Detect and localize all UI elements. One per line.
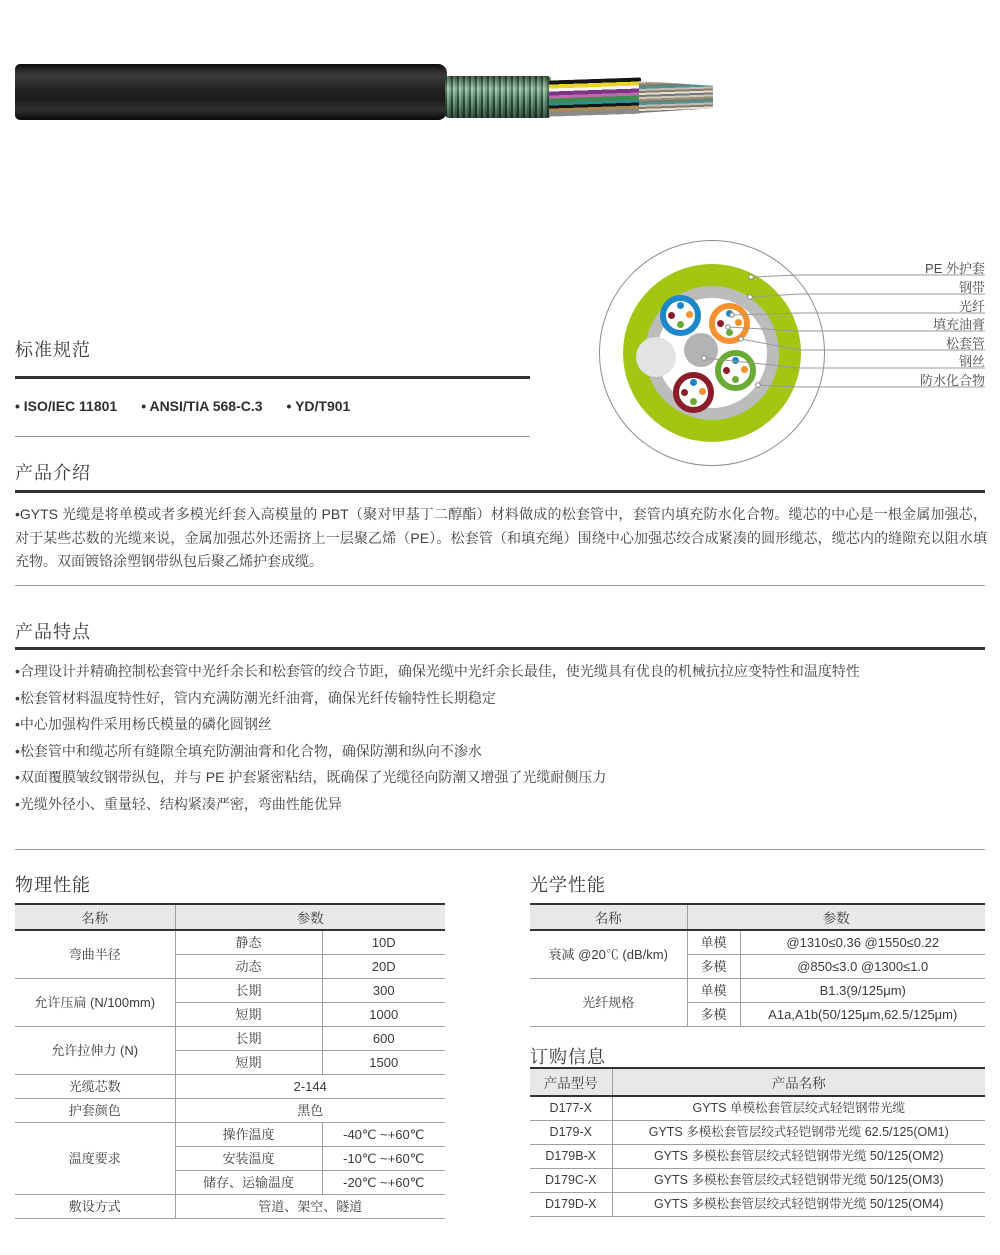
col-header-model: 产品型号 — [530, 1068, 612, 1096]
diagram-loose-tube-orange — [709, 303, 750, 344]
divider — [15, 376, 530, 379]
sub-label: 长期 — [175, 1027, 322, 1051]
fiber-dot — [732, 376, 739, 383]
fiber-dot — [726, 310, 733, 317]
row-name: 衰减 @20℃ (dB/km) — [530, 930, 687, 979]
sub-label: 储存、运输温度 — [175, 1171, 322, 1195]
row-name: 护套颜色 — [15, 1099, 175, 1123]
value: @850≤3.0 @1300≤1.0 — [740, 955, 985, 979]
cable-black-jacket — [15, 64, 447, 120]
table-row — [15, 1027, 445, 1051]
fiber-dot — [681, 389, 688, 396]
table-row — [530, 1145, 985, 1169]
table-header-row — [15, 904, 445, 930]
features-title: 产品特点 — [15, 622, 91, 642]
label-optical-fiber: 光纤 — [958, 299, 985, 314]
cable-corrugated-steel-armor — [445, 76, 551, 118]
fiber-dot — [690, 379, 697, 386]
product-model: D177-X — [530, 1096, 612, 1121]
col-header-param: 参数 — [175, 904, 445, 930]
diagram-loose-tube-maroon — [673, 372, 714, 413]
standards-list — [15, 398, 350, 414]
divider — [15, 490, 985, 493]
fiber-dot — [677, 321, 684, 328]
feature-item: •松套管中和缆芯所有缝隙全填充防潮油膏和化合物，确保防潮和纵向不渗水 — [15, 742, 482, 759]
value: -40℃ ~+60℃ — [322, 1123, 445, 1147]
table-row — [15, 1123, 445, 1147]
table-row — [15, 1075, 445, 1099]
table-row — [530, 1121, 985, 1145]
divider — [15, 436, 530, 437]
standards-title: 标准规范 — [15, 340, 91, 360]
diagram-loose-tube-green — [715, 350, 756, 391]
value: 管道、架空、隧道 — [175, 1195, 445, 1219]
value: 黑色 — [175, 1099, 445, 1123]
fiber-dot — [699, 388, 706, 395]
diagram-loose-tube-blue — [660, 295, 701, 336]
physical-performance-table — [15, 903, 445, 1219]
feature-item: •光缆外径小、重量轻、结构紧凑严密，弯曲性能优异 — [15, 795, 342, 812]
value: -20℃ ~+60℃ — [322, 1171, 445, 1195]
cable-fiber-strands — [639, 81, 713, 113]
sub-label: 单模 — [687, 979, 740, 1003]
table-row — [530, 1193, 985, 1217]
table-row — [15, 1195, 445, 1219]
label-filling-gel: 填充油膏 — [932, 317, 985, 332]
feature-item: •松套管材料温度特性好，管内充满防潮光纤油膏，确保光纤传输特性长期稳定 — [15, 689, 496, 706]
value: 10D — [322, 930, 445, 955]
cable-photo — [15, 62, 698, 122]
sub-label: 多模 — [687, 1003, 740, 1027]
sub-label: 单模 — [687, 930, 740, 955]
fiber-dot — [741, 366, 748, 373]
standard-item: • ANSI/TIA 568-C.3 — [141, 398, 263, 414]
divider — [15, 585, 985, 586]
fiber-dot — [686, 311, 693, 318]
sub-label: 操作温度 — [175, 1123, 322, 1147]
col-header-name: 名称 — [15, 904, 175, 930]
label-steel-wire: 钢丝 — [958, 354, 985, 369]
value: 300 — [322, 979, 445, 1003]
col-header-param: 参数 — [687, 904, 985, 930]
table-row — [530, 1169, 985, 1193]
value: 20D — [322, 955, 445, 979]
feature-item: •双面覆膜皱纹钢带纵包，并与 PE 护套紧密粘结，既确保了光缆径向防潮又增强了光缆耐侧压力 — [15, 769, 607, 785]
col-header-product-name: 产品名称 — [612, 1068, 985, 1096]
table-row — [15, 930, 445, 955]
value: @1310≤0.36 @1550≤0.22 — [740, 930, 985, 955]
product-name: GYTS 多模松套管层绞式轻铠钢带光缆 62.5/125(OM1) — [612, 1121, 985, 1145]
divider — [15, 647, 985, 650]
row-name: 允许压扁 (N/100mm) — [15, 979, 175, 1027]
row-name: 光缆芯数 — [15, 1075, 175, 1099]
row-name: 敷设方式 — [15, 1195, 175, 1219]
value: 1000 — [322, 1003, 445, 1027]
product-model: D179D-X — [530, 1193, 612, 1217]
sub-label: 静态 — [175, 930, 322, 955]
table-row — [530, 1096, 985, 1121]
standard-item: • ISO/IEC 11801 — [15, 398, 118, 414]
sub-label: 安装温度 — [175, 1147, 322, 1171]
fiber-dot — [690, 398, 697, 405]
row-name: 允许拉伸力 (N) — [15, 1027, 175, 1075]
label-waterblocking-compound: 防水化合物 — [919, 373, 985, 388]
label-steel-tape: 钢带 — [958, 280, 985, 295]
value: A1a,A1b(50/125μm,62.5/125μm) — [740, 1003, 985, 1027]
feature-item: •合理设计并精确控制松套管中光纤余长和松套管的绞合节距，确保光缆中光纤余长最佳，使光缆具有优良的机械抗拉应变特性和温度特性 — [15, 663, 860, 679]
table-row — [15, 979, 445, 1003]
table-header-row — [530, 1068, 985, 1096]
optical-performance-table — [530, 903, 985, 1027]
ordering-info-table — [530, 1067, 985, 1217]
table-header-row — [530, 904, 985, 930]
fiber-dot — [723, 367, 730, 374]
cable-loose-tube-bundle — [549, 77, 641, 116]
table-row — [530, 930, 985, 955]
row-name: 温度要求 — [15, 1123, 175, 1195]
sub-label: 短期 — [175, 1051, 322, 1075]
value: B1.3(9/125μm) — [740, 979, 985, 1003]
sub-label: 动态 — [175, 955, 322, 979]
fiber-dot — [732, 357, 739, 364]
value: 2-144 — [175, 1075, 445, 1099]
optical-title: 光学性能 — [530, 875, 606, 895]
table-row — [530, 979, 985, 1003]
col-header-name: 名称 — [530, 904, 687, 930]
intro-paragraph: •GYTS 光缆是将单模或者多模光纤套入高模量的 PBT（聚对甲基丁二醇酯）材料做成的松套管中，套管内填充防水化合物。缆芯的中心是一根金属加强芯，对于某些芯数的光缆来说，金属加强芯外还需挤上一层聚乙烯（PE）。松套管（和填充绳）围绕中心加强芯绞合成紧凑的圆形缆芯，缆芯内的缝隙充以阻水填充物。双面镀铬涂塑钢带纵包后聚乙烯护套成缆。 — [15, 506, 987, 569]
standard-item: • YD/T901 — [286, 398, 351, 414]
fiber-dot — [668, 312, 675, 319]
label-loose-tube: 松套管 — [945, 336, 985, 351]
product-model: D179C-X — [530, 1169, 612, 1193]
row-name: 光纤规格 — [530, 979, 687, 1027]
fiber-dot — [677, 302, 684, 309]
row-name: 弯曲半径 — [15, 930, 175, 979]
product-name: GYTS 多模松套管层绞式轻铠钢带光缆 50/125(OM4) — [612, 1193, 985, 1217]
diagram-steel-wire — [684, 333, 718, 367]
fiber-dot — [735, 319, 742, 326]
product-name: GYTS 多模松套管层绞式轻铠钢带光缆 50/125(OM3) — [612, 1169, 985, 1193]
sub-label: 多模 — [687, 955, 740, 979]
fiber-dot — [726, 329, 733, 336]
sub-label: 短期 — [175, 1003, 322, 1027]
table-row — [15, 1099, 445, 1123]
diagram-steel-wire-light — [636, 337, 676, 377]
ordering-title: 订购信息 — [530, 1047, 606, 1067]
product-name: GYTS 单模松套管层绞式轻铠钢带光缆 — [612, 1096, 985, 1121]
sub-label: 长期 — [175, 979, 322, 1003]
value: 600 — [322, 1027, 445, 1051]
intro-title: 产品介绍 — [15, 463, 91, 483]
feature-item: •中心加强构件采用杨氏模量的磷化圆钢丝 — [15, 716, 272, 732]
product-model: D179B-X — [530, 1145, 612, 1169]
divider — [15, 849, 985, 850]
value: -10℃ ~+60℃ — [322, 1147, 445, 1171]
features-list — [15, 658, 990, 817]
product-name: GYTS 多模松套管层绞式轻铠钢带光缆 50/125(OM2) — [612, 1145, 985, 1169]
physical-title: 物理性能 — [15, 875, 91, 895]
fiber-dot — [717, 320, 724, 327]
value: 1500 — [322, 1051, 445, 1075]
product-model: D179-X — [530, 1121, 612, 1145]
label-pe-outer-jacket: PE 外护套 — [925, 261, 985, 276]
